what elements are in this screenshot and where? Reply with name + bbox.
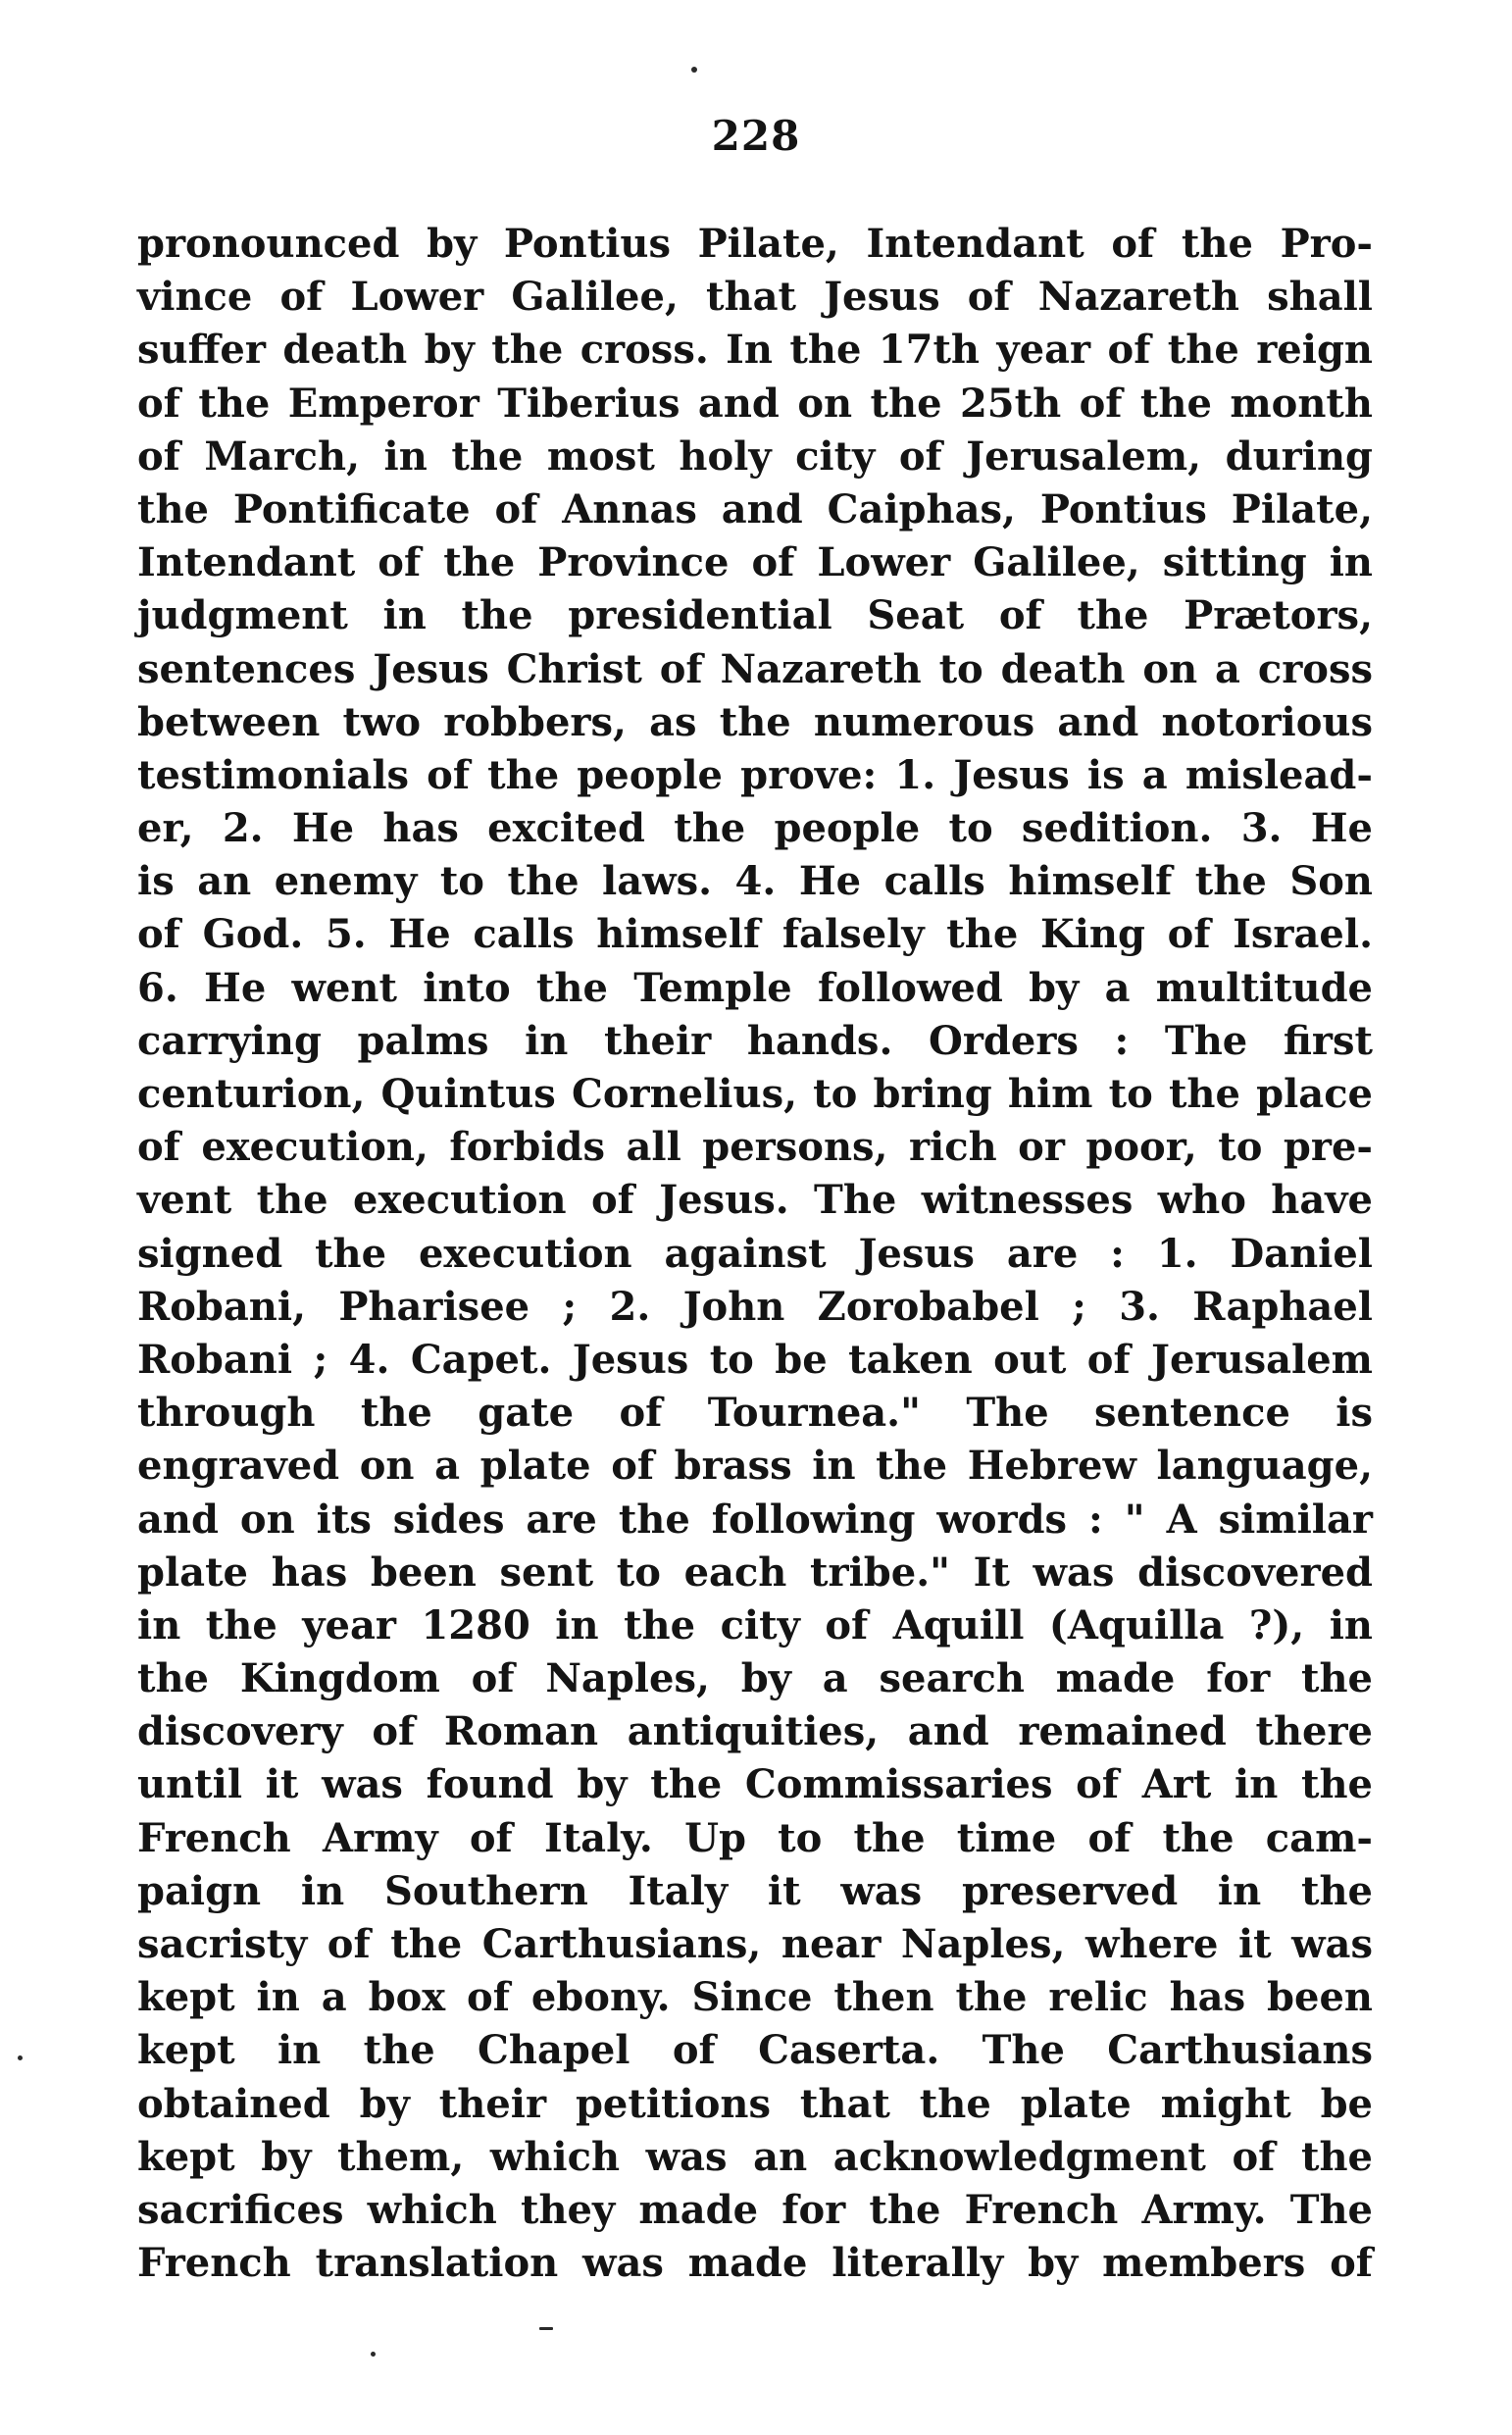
text-line: pronounced by Pontius Pilate, Intendant of the Pro- — [137, 221, 1373, 267]
text-line: discovery of Roman antiquities, and remained there — [137, 1708, 1373, 1755]
text-line: the Pontificate of Annas and Caiphas, Pontius Pilate, — [137, 485, 1373, 533]
text-line: engraved on a plate of brass in the Hebrew language, — [137, 1443, 1373, 1490]
text-line: carrying palms in their hands. Orders : The first — [137, 1017, 1373, 1064]
text-line: testimonials of the people prove: 1. Jesus is a mislead- — [137, 751, 1373, 798]
text-line: and on its sides are the following words : " A similar — [137, 1496, 1373, 1543]
ink-speck — [18, 2055, 23, 2060]
text-line: judgment in the presidential Seat of the Prætors, — [137, 592, 1373, 639]
text-line: of March, in the most holy city of Jerusalem, during — [137, 432, 1373, 480]
text-line: of the Emperor Tiberius and on the 25th of the month — [137, 380, 1373, 427]
text-line: kept by them, which was an acknowledgment of the — [137, 2133, 1373, 2180]
text-line: obtained by their petitions that the plate might be — [137, 2080, 1373, 2127]
text-line: vent the execution of Jesus. The witnesses who have — [137, 1177, 1373, 1224]
text-line: until it was found by the Commissaries of Art in the — [137, 1761, 1373, 1808]
text-line: the Kingdom of Naples, by a search made for the — [137, 1655, 1373, 1702]
text-line: vince of Lower Galilee, that Jesus of Nazareth shall — [137, 274, 1373, 321]
text-line: of execution, forbids all persons, rich or poor, to pre- — [137, 1124, 1373, 1171]
text-line: through the gate of Tournea." The sentence is — [137, 1390, 1373, 1437]
text-line: is an enemy to the laws. 4. He calls himself the Son — [137, 858, 1373, 905]
ink-speck — [371, 2352, 376, 2357]
text-line: French translation was made literally by members of — [137, 2240, 1373, 2287]
text-line: Robani, Pharisee ; 2. John Zorobabel ; 3. Raphael — [137, 1283, 1373, 1330]
text-line: sacrifices which they made for the French Army. The — [137, 2186, 1373, 2233]
text-line: between two robbers, as the numerous and notorious — [137, 698, 1373, 745]
text-line: of God. 5. He calls himself falsely the King of Israel. — [137, 911, 1373, 958]
text-line: kept in a box of ebony. Since then the relic has been — [137, 1974, 1373, 2021]
text-line: sentences Jesus Christ of Nazareth to death on a cross — [137, 645, 1373, 692]
text-line: kept in the Chapel of Caserta. The Carthusians — [137, 2027, 1373, 2074]
text-line: Intendant of the Province of Lower Galilee, sitting in — [137, 539, 1373, 586]
text-line: French Army of Italy. Up to the time of the cam- — [137, 1814, 1373, 1861]
text-line: centurion, Quintus Cornelius, to bring him to the place — [137, 1071, 1373, 1117]
text-line: 6. He went into the Temple followed by a multitude — [137, 964, 1373, 1011]
text-line: in the year 1280 in the city of Aquill (Aquilla ?), in — [137, 1601, 1373, 1649]
text-line: suffer death by the cross. In the 17th year of the reign — [137, 327, 1373, 374]
body-text — [137, 218, 1373, 2290]
text-line: er, 2. He has excited the people to sedition. 3. He — [137, 805, 1373, 852]
ink-speck — [691, 67, 697, 73]
text-line: plate has been sent to each tribe." It was discovered — [137, 1548, 1373, 1596]
text-line: signed the execution against Jesus are : 1. Daniel — [137, 1230, 1373, 1277]
text-line: Robani ; 4. Capet. Jesus to be taken out of Jerusalem — [137, 1336, 1373, 1383]
ink-speck — [539, 2327, 553, 2330]
text-line: sacristy of the Carthusians, near Naples, where it was — [137, 1921, 1373, 1967]
page-number: 228 — [711, 112, 801, 160]
text-line: paign in Southern Italy it was preserved in the — [137, 1867, 1373, 1914]
